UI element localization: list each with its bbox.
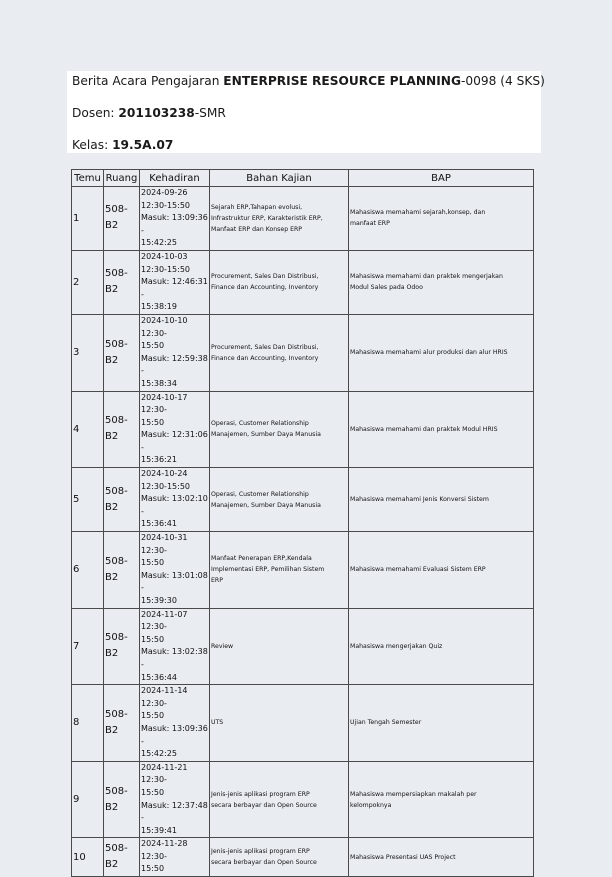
room-cell [104,608,140,685]
bap-summary-cell [349,838,534,877]
bap-summary-cell [349,685,534,762]
room: 508- B2 [105,843,128,871]
attendance: 2024-10-10 12:30- 15:50 Masuk: 12:59:38 - 15:38:34 [141,315,208,388]
attendance-cell [140,314,210,391]
meeting-number: 8 [73,717,80,729]
study-material-cell [210,838,349,877]
study-material: Procurement, Sales Dan Distribusi, Finance dan Accounting, Inventory [211,273,319,292]
attendance-cell [140,685,210,762]
dosen-suffix: -SMR [194,106,226,120]
bap-summary-cell [349,608,534,685]
meeting-number: 4 [73,423,80,435]
meeting-number-cell [72,532,104,609]
study-material: Manfaat Penerapan ERP,Kendala Implementasi ERP, Pemilihan Sistem ERP [211,555,325,585]
title-line [72,74,545,88]
attendance-cell [140,187,210,251]
document-header [67,71,545,153]
kelas-value: 19.5A.07 [112,138,174,152]
meeting-number: 3 [73,347,80,359]
study-material: Jenis-jenis aplikasi program ERP secara berbayar dan Open Source [211,790,317,809]
meeting-number: 5 [73,494,80,506]
kelas-line [72,138,173,152]
study-material-cell [210,608,349,685]
room: 508- B2 [105,708,128,736]
bap-summary: Mahasiswa memahami dan praktek Modul HRIS [350,425,498,433]
study-material: Sejarah ERP,Tahapan evolusi, Infrastruktur ERP, Karakteristik ERP, Manfaat ERP dan Konsep ERP [211,203,323,233]
attendance: 2024-10-31 12:30- 15:50 Masuk: 13:01:08 - 15:39:30 [141,533,208,605]
study-material: UTS [211,719,224,727]
attendance-cell [140,250,210,314]
room-cell [104,391,140,468]
attendance-table [71,169,534,877]
title-prefix: Berita Acara Pengajaran [72,74,224,88]
meeting-number: 1 [73,212,80,224]
meeting-number-cell [72,838,104,877]
column-header-bahan-kajian: Bahan Kajian [210,170,349,187]
room-cell [104,314,140,391]
meeting-number: 9 [73,794,80,805]
attendance: 2024-10-24 12:30-15:50 Masuk: 13:02:10 - 15:36:41 [141,469,208,529]
meeting-number-cell [72,187,104,251]
room-cell [104,761,140,838]
room-cell [104,838,140,877]
study-material-cell [210,468,349,532]
bap-summary-cell [349,532,534,609]
study-material: Jenis-jenis aplikasi program ERP secara berbayar dan Open Source [211,848,317,867]
study-material-cell [210,685,349,762]
room-cell [104,468,140,532]
study-material: Procurement, Sales Dan Distribusi, Finance dan Accounting, Inventory [211,343,319,362]
meeting-number: 10 [73,851,86,863]
bap-summary: Mahasiswa mengerjakan Quiz [350,642,443,650]
column-header-kehadiran: Kehadiran [140,170,210,187]
study-material-cell [210,314,349,391]
attendance: 2024-11-21 12:30- 15:50 Masuk: 12:37:48 - 15:39:41 [141,762,208,835]
table-header-row [72,170,534,187]
bap-summary: Mahasiswa memahami alur produksi dan alur HRIS [350,349,508,357]
study-material-cell [210,187,349,251]
course-name: ENTERPRISE RESOURCE PLANNING [223,74,461,88]
meeting-number-cell [72,685,104,762]
meeting-number-cell [72,391,104,468]
study-material: Operasi, Customer Relationship Manajemen, Sumber Daya Manusia [211,490,321,509]
study-material-cell [210,532,349,609]
column-header-ruang: Ruang [104,170,140,187]
bap-summary: Mahasiswa memahami sejarah,konsep, dan manfaat ERP [350,209,486,228]
bap-summary: Mahasiswa mempersiapkan makalah per kelompoknya [350,790,477,809]
table-row [72,532,534,609]
table-row [72,187,534,251]
attendance-cell [140,838,210,877]
bap-summary-cell [349,761,534,838]
dosen-id: 201103238 [118,106,195,120]
course-code: -0098 (4 SKS) [460,74,545,88]
attendance: 2024-10-03 12:30-15:50 Masuk: 12:46:31 - 15:38:19 [141,251,208,312]
bap-summary: Mahasiswa memahami Jenis Konversi Sistem [350,496,489,504]
table-row [72,250,534,314]
attendance: 2024-11-07 12:30- 15:50 Masuk: 13:02:38 - 15:36:44 [141,609,208,682]
meeting-number: 6 [73,564,80,576]
meeting-number-cell [72,250,104,314]
meeting-number-cell [72,468,104,532]
dosen-line [72,106,226,120]
attendance-cell [140,761,210,838]
bap-summary: Mahasiswa memahami dan praktek mengerjakan Modul Sales pada Odoo [350,273,503,292]
attendance-cell [140,391,210,468]
attendance: 2024-09-26 12:30-15:50 Masuk: 13:09:36 - 15:42:25 [141,188,208,248]
meeting-number-cell [72,761,104,838]
room: 508- B2 [105,485,128,513]
bap-summary-cell [349,187,534,251]
bap-summary: Mahasiswa memahami Evaluasi Sistem ERP [350,566,486,574]
room-cell [104,187,140,251]
table-row [72,838,534,877]
table-row [72,391,534,468]
table-row [72,761,534,838]
column-header-bap: BAP [349,170,534,187]
room: 508- B2 [105,785,128,813]
table-row [72,685,534,762]
room-cell [104,532,140,609]
study-material-cell [210,391,349,468]
dosen-label: Dosen: [72,106,119,120]
bap-summary-cell [349,391,534,468]
meeting-number-cell [72,608,104,685]
table-row [72,608,534,685]
bap-summary-cell [349,468,534,532]
attendance-cell [140,608,210,685]
kelas-label: Kelas: [72,138,113,152]
attendance: 2024-11-28 12:30- 15:50 [141,839,188,874]
attendance-cell [140,468,210,532]
meeting-number: 2 [73,276,80,288]
attendance: 2024-10-17 12:30- 15:50 Masuk: 12:31:06 - 15:36:21 [141,392,208,465]
attendance-cell [140,532,210,609]
attendance: 2024-11-14 12:30- 15:50 Masuk: 13:09:36 - 15:42:25 [141,686,208,759]
room: 508- B2 [105,268,128,296]
table-row [72,468,534,532]
room-cell [104,250,140,314]
room: 508- B2 [105,338,128,366]
column-header-temu: Temu [72,170,104,187]
room: 508- B2 [105,632,128,660]
room: 508- B2 [105,415,128,443]
meeting-number-cell [72,314,104,391]
room: 508- B2 [105,204,128,232]
study-material-cell [210,250,349,314]
bap-summary: Ujian Tengah Semester [350,719,422,727]
table-row [72,314,534,391]
meeting-number: 7 [73,640,80,652]
study-material: Review [211,642,234,650]
study-material: Operasi, Customer Relationship Manajemen, Sumber Daya Manusia [211,420,321,439]
bap-summary: Mahasiswa Presentasi UAS Project [350,853,456,861]
bap-summary-cell [349,314,534,391]
room-cell [104,685,140,762]
bap-summary-cell [349,250,534,314]
room: 508- B2 [105,555,128,583]
study-material-cell [210,761,349,838]
